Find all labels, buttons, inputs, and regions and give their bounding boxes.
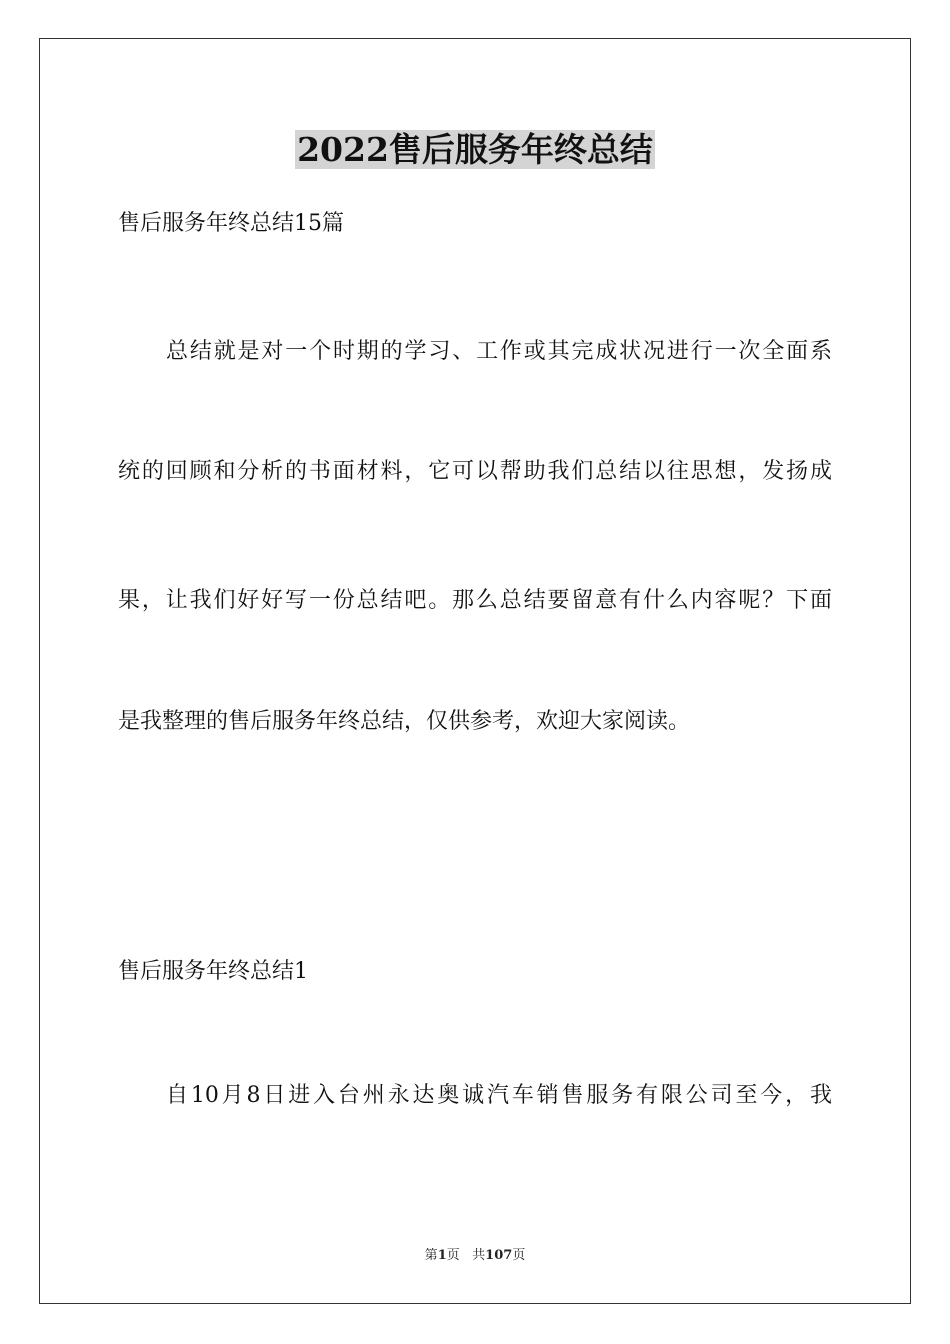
section-first-line: 自10月8日进入台州永达奥诚汽车销售服务有限公司至今，我 [166,1083,832,1108]
footer-total-pages: 107 [485,1248,513,1263]
intro-line-1: 总结就是对一个时期的学习、工作或其完成状况进行一次全面系 [166,339,832,364]
footer-total-unit: 页 [512,1248,526,1263]
document-title [0,128,950,172]
intro-line-3: 果，让我们好好写一份总结吧。那么总结要留意有什么内容呢？下面 [118,588,832,613]
section-heading: 售后服务年终总结1 [118,959,308,984]
document-subtitle: 售后服务年终总结15篇 [118,211,344,236]
intro-line-4: 是我整理的售后服务年终总结，仅供参考，欢迎大家阅读。 [118,709,691,734]
footer-current-page: 1 [437,1248,447,1263]
footer-page-unit: 页 [446,1248,460,1263]
intro-line-2: 统的回顾和分析的书面材料，它可以帮助我们总结以往思想，发扬成 [118,459,832,484]
footer-total-prefix: 共 [472,1248,486,1263]
footer-prefix: 第 [424,1248,438,1263]
document-title-text: 2022售后服务年终总结 [297,130,653,169]
page-footer [0,1246,950,1266]
